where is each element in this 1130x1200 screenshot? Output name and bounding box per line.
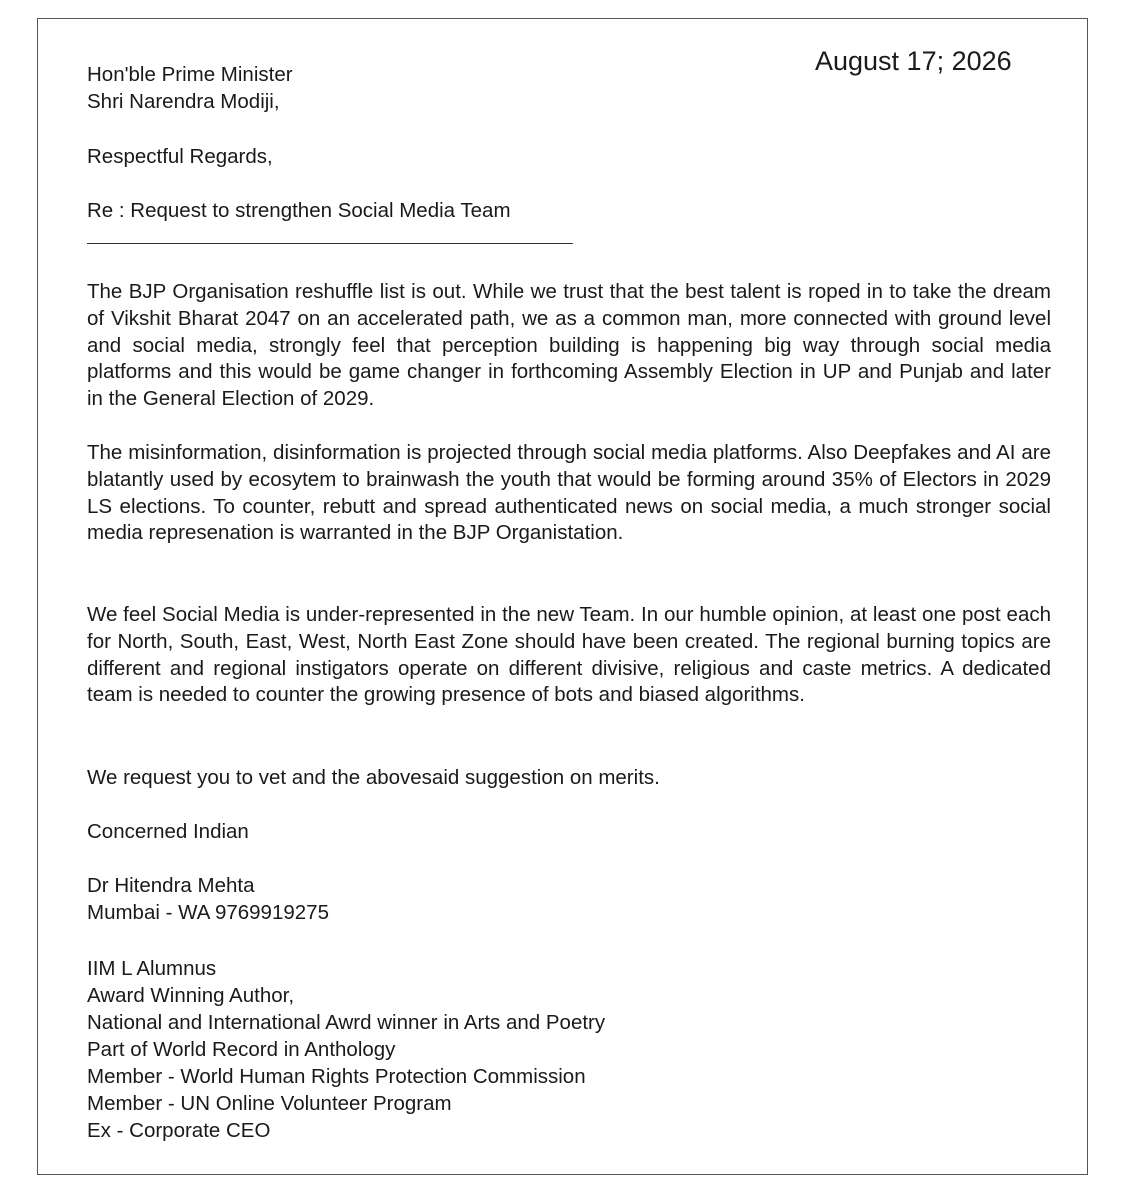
- body-paragraph-3: We feel Social Media is under-represented in the new Team. In our humble opinion, at least one post each for North, South, East, West, North East Zone should have been created. The regional burning topics are different and regional instigators operate on different divisive, religious and caste metrics. A dedicated team is needed to counter the growing presence of bots and biased algorithms.: [87, 603, 1051, 707]
- signature-contact: Mumbai - WA 9769919275: [87, 901, 329, 924]
- credential-item: Award Winning Author,: [87, 984, 295, 1007]
- body-paragraph-4: We request you to vet and the abovesaid suggestion on merits.: [87, 766, 660, 789]
- body-paragraph-2: The misinformation, disinformation is projected through social media platforms. Also Deepfakes and AI are blatantly used by ecosytem to brainwash the youth that would be forming around 35% of Electors in 2029 LS elections. To counter, rebutt and spread authenticated news on social media, a much stronger social media represenation is warranted in the BJP Organistation.: [87, 441, 1051, 545]
- credentials-list: [87, 955, 605, 1144]
- credential-item: Member - UN Online Volunteer Program: [87, 1092, 452, 1115]
- addressee-title: Hon'ble Prime Minister: [87, 63, 293, 86]
- signature-name: Dr Hitendra Mehta: [87, 874, 255, 897]
- subject-underline: [87, 243, 573, 244]
- body-paragraph-1: The BJP Organisation reshuffle list is out. While we trust that the best talent is roped in to take the dream of Vikshit Bharat 2047 on an accelerated path, we as a common man, more connected with ground level and social media, strongly feel that perception building is happening big way through social media platforms and this would be game changer in forthcoming Assembly Election in UP and Punjab and later in the General Election of 2029.: [87, 280, 1051, 411]
- credential-item: Part of World Record in Anthology: [87, 1038, 396, 1061]
- credential-item: IIM L Alumnus: [87, 957, 217, 980]
- salutation: Respectful Regards,: [87, 145, 273, 168]
- addressee-block: [87, 61, 293, 115]
- credential-item: National and International Awrd winner in Arts and Poetry: [87, 1011, 606, 1034]
- signature-block: [87, 872, 329, 926]
- subject-line: Re : Request to strengthen Social Media Team: [87, 199, 511, 222]
- credential-item: Member - World Human Rights Protection Commission: [87, 1065, 586, 1088]
- letter-date: August 17; 2026: [815, 46, 1012, 76]
- addressee-name: Shri Narendra Modiji,: [87, 90, 280, 113]
- closing: Concerned Indian: [87, 820, 249, 843]
- credential-item: Ex - Corporate CEO: [87, 1119, 271, 1142]
